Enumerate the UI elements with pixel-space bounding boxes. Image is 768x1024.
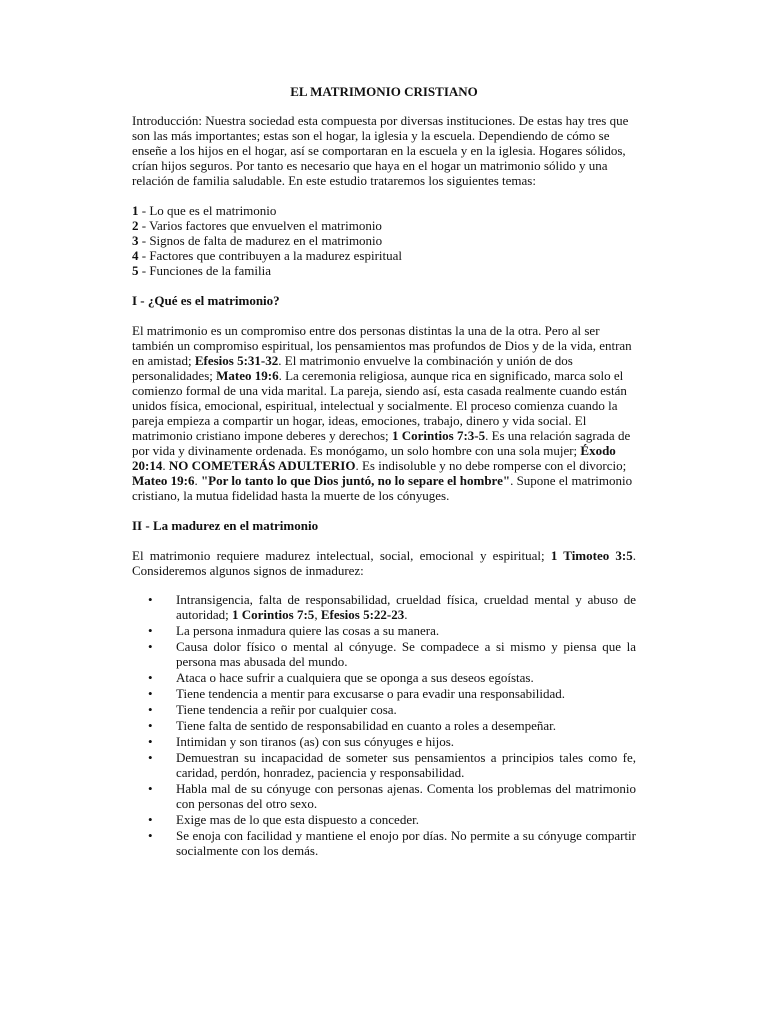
- topic-number: 1: [132, 203, 139, 218]
- section-2-heading: II - La madurez en el matrimonio: [132, 518, 319, 533]
- text-run: . Es una relación sagrada de por vida y divinamente ordenada. Es monógamo, un solo hombre con una sola mujer;: [132, 428, 631, 458]
- list-item: • Tiene tendencia a mentir para excusarse o para evadir una responsabilidad.: [176, 686, 636, 701]
- text-run: .: [404, 607, 408, 622]
- list-item: • La persona inmadura quiere las cosas a su manera.: [176, 623, 636, 638]
- immaturity-signs-list: [132, 592, 636, 858]
- bible-reference: 1 Corintios 7:3-5: [391, 428, 486, 443]
- topic-item: [132, 248, 636, 263]
- topic-text: - Factores que contribuyen a la madurez espiritual: [138, 248, 403, 263]
- bible-reference: 1 Corintios 7:5: [231, 607, 315, 622]
- bible-reference: Efesios 5:22-23: [320, 607, 405, 622]
- topic-text: - Lo que es el matrimonio: [138, 203, 277, 218]
- list-item: • Demuestran su incapacidad de someter sus pensamientos a principios tales como fe, caridad, perdón, honradez, paciencia y responsabilidad.: [176, 750, 636, 780]
- topic-text: - Signos de falta de madurez en el matrimonio: [138, 233, 383, 248]
- text-run: El matrimonio es un compromiso entre dos personas distintas la una de la otra. Pero al ser también un compromiso espiritual, los pensamientos mas profundos de Dios y de la vida, entran en amistad;: [132, 323, 632, 368]
- document-title: EL MATRIMONIO CRISTIANO: [290, 84, 478, 99]
- list-item: • Causa dolor físico o mental al cónyuge. Se compadece a si mismo y piensa que la persona mas abusada del mundo.: [176, 639, 636, 669]
- topic-item: [132, 233, 636, 248]
- section-2-paragraph: [132, 548, 636, 578]
- list-item: [176, 592, 636, 622]
- text-run: . Consideremos algunos signos de inmadurez:: [132, 548, 637, 578]
- topic-item: [132, 203, 636, 218]
- topic-number: 5: [132, 263, 139, 278]
- text-run: . La ceremonia religiosa, aunque rica en significado, marca solo el comienzo formal de una vida marital. La pareja, siendo así, esta casada realmente cuando están unidos física, emocional, espiritual, intelectual y socialmente. El proceso comienza cuando la pareja empieza a compartir un hogar, ideas, emociones, trabajo, dinero y vida social. El matrimonio cristiano impone deberes y derechos;: [132, 368, 627, 443]
- text-run: Intransigencia, falta de responsabilidad, crueldad física, crueldad mental y abuso de autoridad;: [176, 592, 636, 622]
- text-run: .: [162, 458, 169, 473]
- commandment-text: NO COMETERÁS ADULTERIO: [168, 458, 356, 473]
- text-run: .: [194, 473, 201, 488]
- text-run: . El matrimonio envuelve la combinación y unión de dos personalidades;: [132, 353, 573, 383]
- section-1-paragraph: [132, 323, 636, 503]
- topic-number: 4: [132, 248, 139, 263]
- list-item: • Ataca o hace sufrir a cualquiera que se oponga a sus deseos egoístas.: [176, 670, 636, 685]
- text-run: . Es indisoluble y no debe romperse con el divorcio;: [355, 458, 627, 473]
- bible-quote: "Por lo tanto lo que Dios juntó, no lo separe el hombre": [200, 473, 511, 488]
- bible-reference: Mateo 19:6: [132, 473, 195, 488]
- bible-reference: 1 Timoteo 3:5: [550, 548, 633, 563]
- list-item: • Intimidan y son tiranos (as) con sus cónyuges e hijos.: [176, 734, 636, 749]
- bible-reference: Éxodo 20:14: [132, 443, 616, 473]
- topic-item: [132, 263, 636, 278]
- section-1-heading: I - ¿Qué es el matrimonio?: [132, 293, 280, 308]
- bible-reference: Efesios 5:31-32: [194, 353, 279, 368]
- topic-number: 3: [132, 233, 139, 248]
- list-item: • Se enoja con facilidad y mantiene el enojo por días. No permite a su cónyuge compartir socialmente con los demás.: [176, 828, 636, 858]
- list-item: • Tiene tendencia a reñir por cualquier cosa.: [176, 702, 636, 717]
- topics-list: [132, 203, 636, 278]
- list-item: • Exige mas de lo que esta dispuesto a conceder.: [176, 812, 636, 827]
- topic-text: - Funciones de la familia: [138, 263, 271, 278]
- list-item: • Tiene falta de sentido de responsabilidad en cuanto a roles a desempeñar.: [176, 718, 636, 733]
- list-item: • Habla mal de su cónyuge con personas ajenas. Comenta los problemas del matrimonio con personas del otro sexo.: [176, 781, 636, 811]
- bible-reference: Mateo 19:6: [216, 368, 279, 383]
- text-run: ,: [314, 607, 321, 622]
- topic-text: - Varios factores que envuelven el matrimonio: [138, 218, 382, 233]
- text-run: . Supone el matrimonio cristiano, la mutua fidelidad hasta la muerte de los cónyuges.: [132, 473, 633, 503]
- topic-number: 2: [132, 218, 139, 233]
- intro-paragraph: Introducción: Nuestra sociedad esta compuesta por diversas instituciones. De estas hay tres que son las más importantes; estas son el hogar, la iglesia y la escuela. Dependiendo de cómo se enseñe a los hijos en el hogar, así se comportaran en la escuela y en la iglesia. Hogares sólidos, crían hijos seguros. Por tanto es necesario que haya en el hogar un matrimonio sólido y una relación de familia saludable. En este estudio trataremos los siguientes temas:: [132, 113, 629, 188]
- text-run: El matrimonio requiere madurez intelectual, social, emocional y espiritual;: [132, 548, 551, 563]
- topic-item: [132, 218, 636, 233]
